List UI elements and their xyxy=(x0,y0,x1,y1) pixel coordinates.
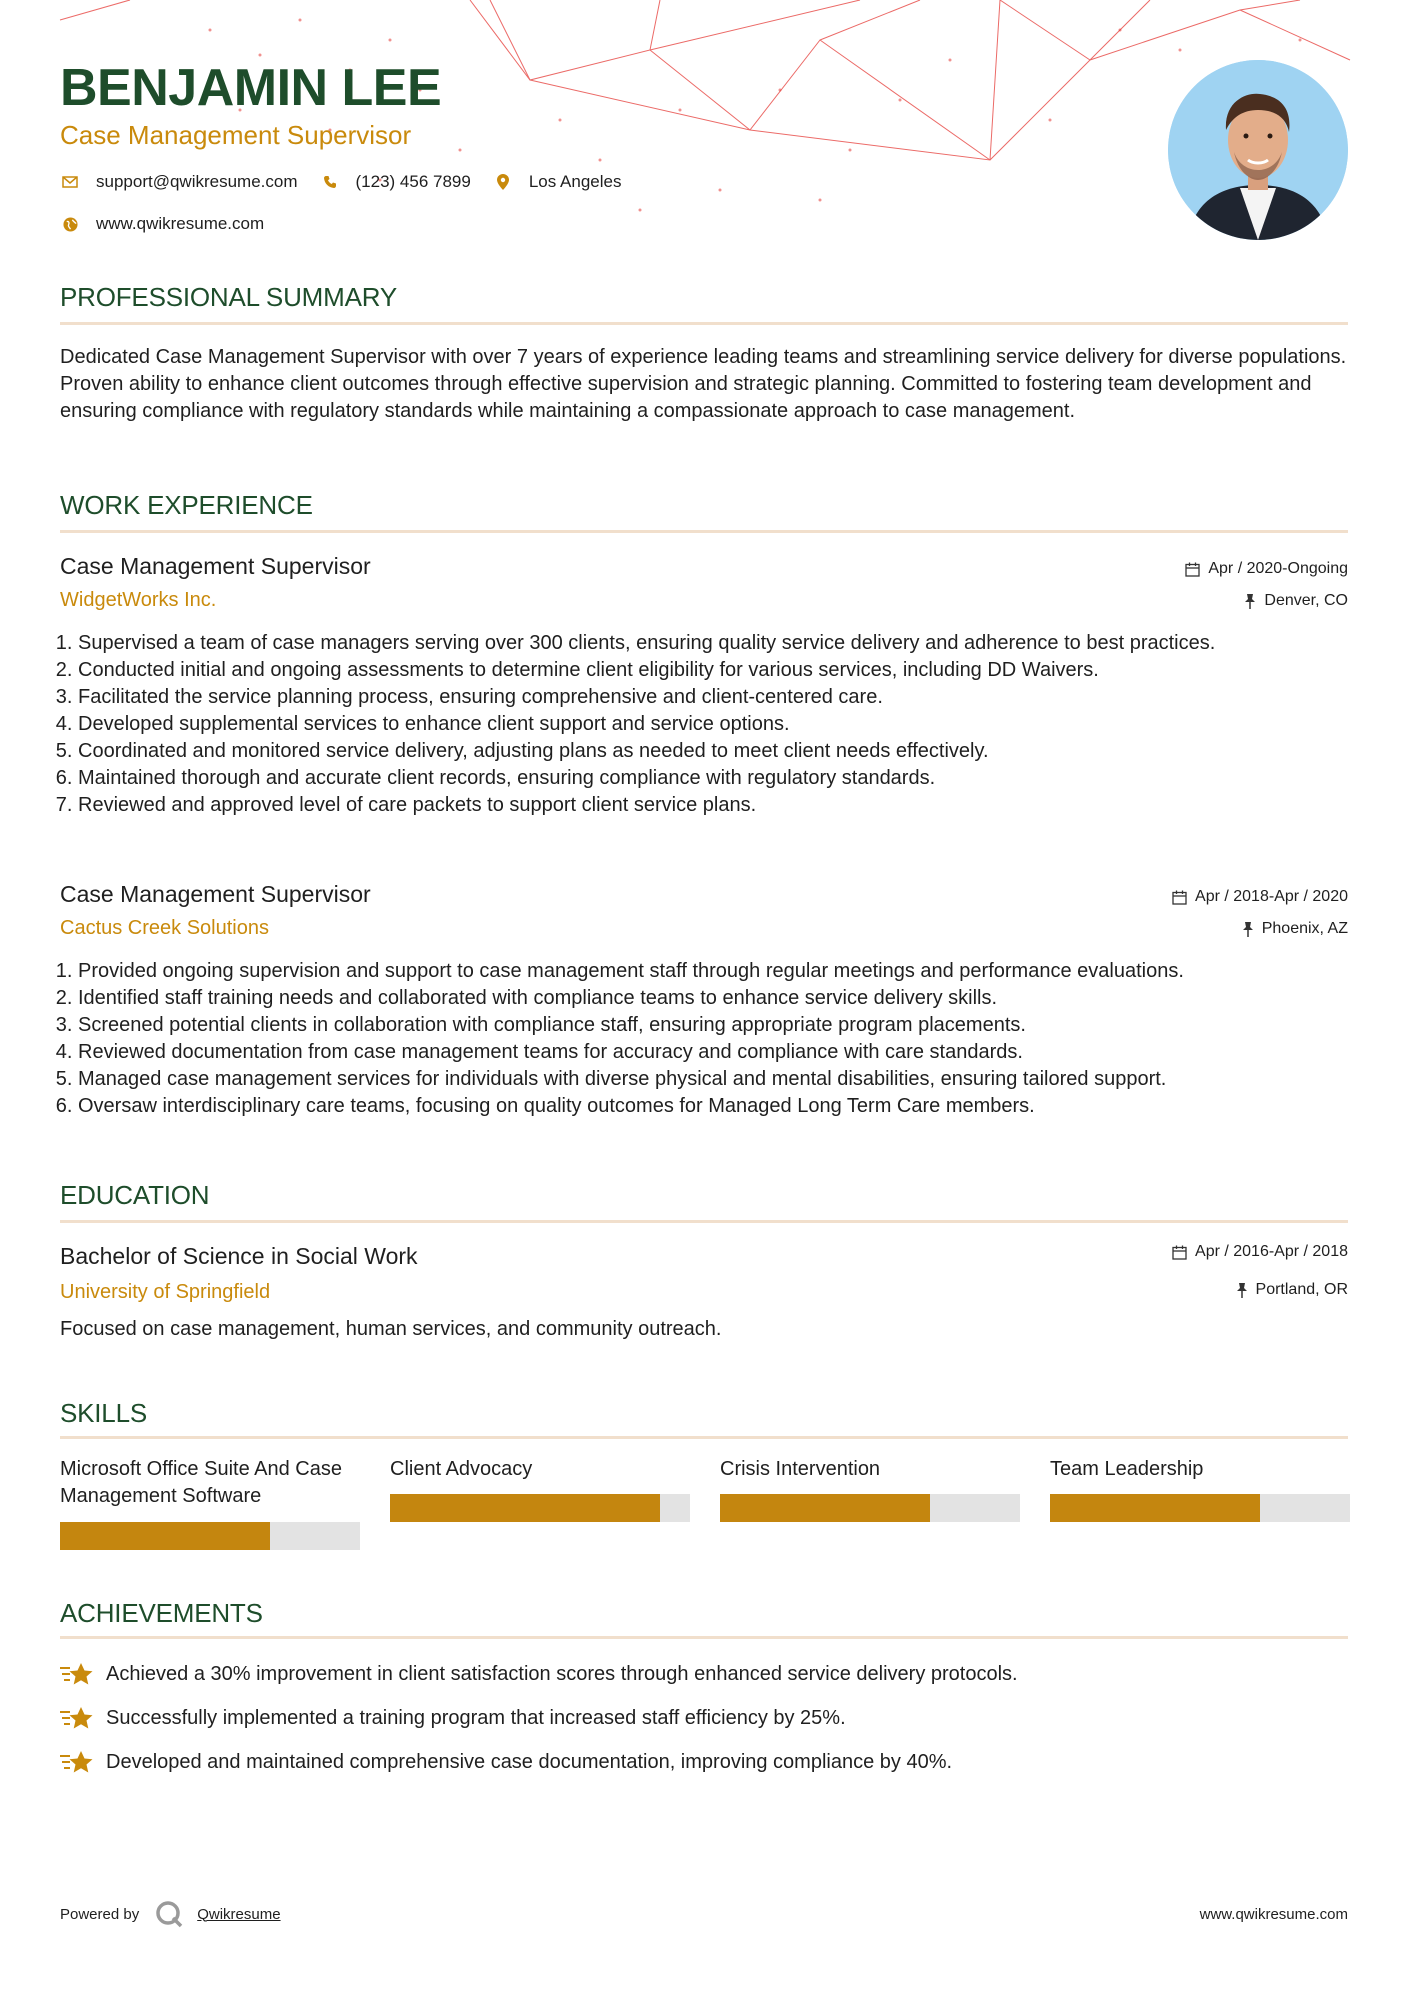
achievements-heading: ACHIEVEMENTS xyxy=(60,1598,263,1628)
envelope-icon xyxy=(60,176,80,188)
education-school: University of Springfield xyxy=(60,1281,271,1303)
education-degree: Bachelor of Science in Social Work xyxy=(60,1243,418,1269)
skill-bar-track xyxy=(60,1522,360,1550)
job-bullet: 4. Developed supplemental services to enhance client support and service options. xyxy=(78,711,1368,738)
map-pin-icon xyxy=(493,174,513,190)
achievement-item xyxy=(60,1748,952,1776)
website-text[interactable]: www.qwikresume.com xyxy=(96,214,265,233)
contact-website[interactable] xyxy=(60,214,264,234)
job-bullets xyxy=(60,630,1368,819)
skills-divider xyxy=(60,1436,1348,1439)
contact-row-primary xyxy=(60,172,643,192)
education-description: Focused on case management, human services, and community outreach. xyxy=(60,1318,722,1340)
skills-heading: SKILLS xyxy=(60,1398,147,1428)
skill-name: Microsoft Office Suite And Case Management Software xyxy=(60,1458,342,1507)
star-icon xyxy=(60,1748,94,1776)
skill-bar-track xyxy=(720,1494,1020,1522)
skill-name: Client Advocacy xyxy=(390,1458,533,1480)
pushpin-icon xyxy=(1242,922,1254,937)
job-location xyxy=(1244,592,1348,610)
education-dates xyxy=(1172,1243,1348,1261)
job-bullet: 5. Coordinated and monitored service delivery, adjusting plans as needed to meet client needs effectively. xyxy=(78,738,1368,765)
job-location xyxy=(1242,920,1348,938)
email-text[interactable]: support@qwikresume.com xyxy=(96,172,298,191)
job-dates xyxy=(1172,888,1348,906)
achievement-text: Achieved a 30% improvement in client satisfaction scores through enhanced service delivery protocols. xyxy=(106,1662,1018,1685)
job-bullets xyxy=(60,958,1368,1120)
contact-email[interactable] xyxy=(60,172,298,192)
job-dates-text: Apr / 2020-Ongoing xyxy=(1208,560,1348,577)
job-bullet: 3. Screened potential clients in collaboration with compliance staff, ensuring appropriate program placements. xyxy=(78,1012,1368,1039)
job-bullet: 2. Identified staff training needs and collaborated with compliance teams to enhance service delivery skills. xyxy=(78,985,1368,1012)
job-company: Cactus Creek Solutions xyxy=(60,917,269,939)
contact-row-secondary xyxy=(60,214,286,234)
summary-heading: PROFESSIONAL SUMMARY xyxy=(60,282,397,312)
star-icon xyxy=(60,1660,94,1688)
location-text: Los Angeles xyxy=(528,172,622,191)
education-heading: EDUCATION xyxy=(60,1180,210,1210)
pushpin-icon xyxy=(1244,594,1256,609)
job-dates-text: Apr / 2018-Apr / 2020 xyxy=(1195,888,1348,905)
skill-bar-fill xyxy=(720,1494,930,1522)
skill-item xyxy=(60,1456,360,1510)
skill-name: Team Leadership xyxy=(1050,1458,1204,1480)
skill-item xyxy=(1050,1456,1350,1483)
achievement-text: Developed and maintained comprehensive case documentation, improving compliance by 40%. xyxy=(106,1750,953,1773)
avatar-illustration xyxy=(1168,60,1348,240)
profile-photo xyxy=(1168,60,1348,240)
job-location-text: Phoenix, AZ xyxy=(1261,920,1348,937)
education-location-text: Portland, OR xyxy=(1255,1281,1348,1298)
job-title: Case Management Supervisor xyxy=(60,881,371,907)
achievements-divider xyxy=(60,1636,1348,1639)
footer-powered-by xyxy=(60,1900,281,1928)
job-bullet: 7. Reviewed and approved level of care packets to support client service plans. xyxy=(78,792,1368,819)
job-bullet: 2. Conducted initial and ongoing assessments to determine client eligibility for various services, including DD Waivers. xyxy=(78,657,1368,684)
contact-phone[interactable] xyxy=(320,172,471,192)
job-location-text: Denver, CO xyxy=(1264,592,1348,609)
calendar-icon xyxy=(1172,1245,1187,1260)
footer-website[interactable]: www.qwikresume.com xyxy=(1199,1906,1348,1923)
star-icon xyxy=(60,1704,94,1732)
phone-text[interactable]: (123) 456 7899 xyxy=(355,172,471,191)
experience-heading: WORK EXPERIENCE xyxy=(60,490,313,520)
skill-item xyxy=(720,1456,1020,1483)
contact-location xyxy=(493,172,622,192)
skill-bar-track xyxy=(1050,1494,1350,1522)
phone-icon xyxy=(320,175,340,189)
job-bullet: 6. Maintained thorough and accurate client records, ensuring compliance with regulatory standards. xyxy=(78,765,1368,792)
globe-icon xyxy=(60,217,80,232)
qwikresume-logo-icon xyxy=(155,1900,183,1928)
job-title: Case Management Supervisor xyxy=(60,553,371,579)
job-dates xyxy=(1185,560,1348,578)
job-bullet: 6. Oversaw interdisciplinary care teams, focusing on quality outcomes for Managed Long Term Care members. xyxy=(78,1093,1368,1120)
skill-item xyxy=(390,1456,690,1483)
powered-by-label: Powered by xyxy=(60,1905,140,1923)
candidate-name: BENJAMIN LEE xyxy=(60,59,442,117)
experience-divider xyxy=(60,530,1348,533)
qwikresume-link[interactable]: Qwikresume xyxy=(197,1905,281,1923)
job-bullet: 1. Provided ongoing supervision and support to case management staff through regular meetings and performance evaluations. xyxy=(78,958,1368,985)
achievement-item xyxy=(60,1660,1018,1688)
job-bullet: 5. Managed case management services for individuals with diverse physical and mental disabilities, ensuring tailored support. xyxy=(78,1066,1368,1093)
achievement-item xyxy=(60,1704,846,1732)
skill-bar-fill xyxy=(60,1522,270,1550)
education-divider xyxy=(60,1220,1348,1223)
job-bullet: 3. Facilitated the service planning process, ensuring comprehensive and client-centered care. xyxy=(78,684,1368,711)
job-bullet: 1. Supervised a team of case managers serving over 300 clients, ensuring quality service delivery and adherence to best practices. xyxy=(78,630,1368,657)
job-bullet: 4. Reviewed documentation from case management teams for accuracy and compliance with care standards. xyxy=(78,1039,1368,1066)
summary-text: Dedicated Case Management Supervisor with over 7 years of experience leading teams and streamlining service delivery for diverse populations. Proven ability to enhance client outcomes through effective supervision and strategic planning. Committed to fostering team development and ensuring compliance with regulatory standards while maintaining a compassionate approach to case management. xyxy=(60,346,1347,422)
education-dates-text: Apr / 2016-Apr / 2018 xyxy=(1195,1243,1348,1260)
pushpin-icon xyxy=(1236,1283,1248,1298)
education-location xyxy=(1236,1281,1348,1299)
skill-name: Crisis Intervention xyxy=(720,1458,881,1480)
candidate-role: Case Management Supervisor xyxy=(60,120,412,150)
skill-bar-fill xyxy=(390,1494,660,1522)
calendar-icon xyxy=(1185,562,1200,577)
skill-bar-fill xyxy=(1050,1494,1260,1522)
job-company: WidgetWorks Inc. xyxy=(60,589,217,611)
summary-divider xyxy=(60,322,1348,325)
skill-bar-track xyxy=(390,1494,690,1522)
calendar-icon xyxy=(1172,890,1187,905)
achievement-text: Successfully implemented a training program that increased staff efficiency by 25%. xyxy=(106,1706,846,1729)
